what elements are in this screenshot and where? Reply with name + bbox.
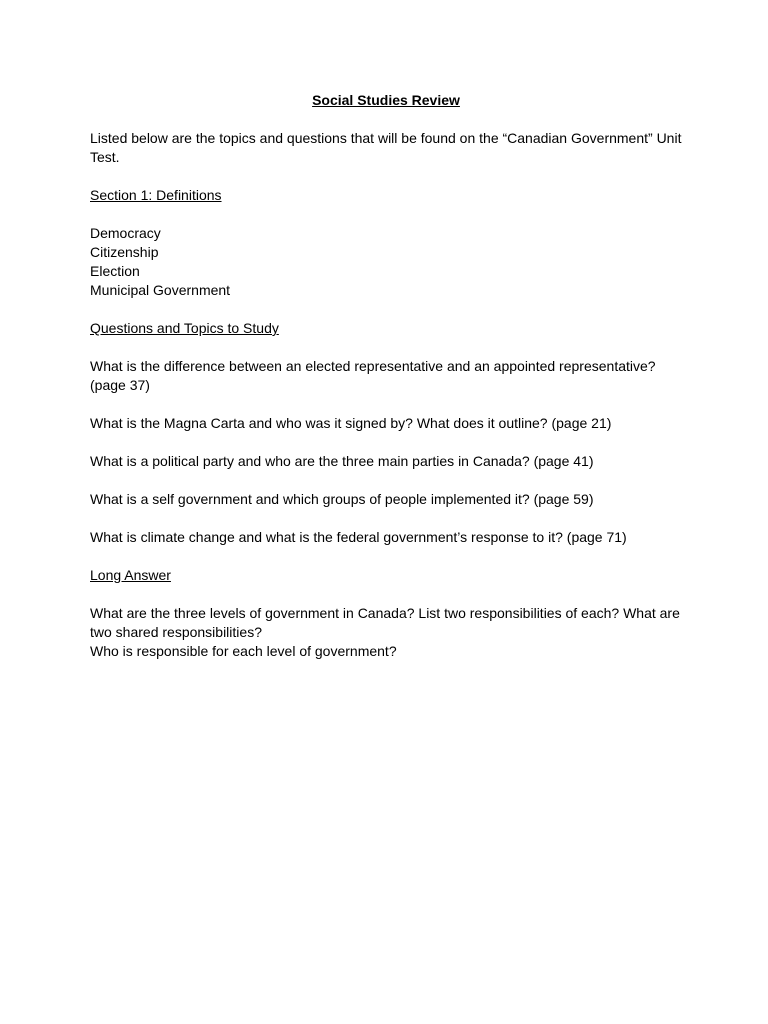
- list-item: Citizenship: [90, 244, 159, 260]
- list-item: Election: [90, 263, 140, 279]
- question-item: What is climate change and what is the federal government’s response to it? (page 71): [90, 529, 627, 545]
- section-heading-questions: Questions and Topics to Study: [90, 320, 279, 336]
- question-item: What is a political party and who are the three main parties in Canada? (page 41): [90, 453, 594, 469]
- long-answer-line: Who is responsible for each level of government?: [90, 643, 397, 659]
- question-item: What is the Magna Carta and who was it signed by? What does it outline? (page 21): [90, 415, 612, 431]
- long-answer-line: What are the three levels of government in Canada? List two responsibilities of each? What are two shared responsibilities?: [90, 605, 680, 640]
- list-item: Municipal Government: [90, 282, 231, 298]
- intro-paragraph: Listed below are the topics and questions that will be found on the “Canadian Government” Unit Test.: [90, 130, 682, 165]
- list-item: Democracy: [90, 225, 161, 241]
- section-heading-long-answer: Long Answer: [90, 567, 171, 583]
- question-item: What is the difference between an elected representative and an appointed representative? (page 37): [90, 358, 656, 393]
- definitions-list: [90, 224, 682, 300]
- long-answer-block: [90, 604, 682, 661]
- document-page: [90, 91, 682, 680]
- question-item: What is a self government and which groups of people implemented it? (page 59): [90, 491, 594, 507]
- section-heading-definitions: Section 1: Definitions: [90, 187, 222, 203]
- document-title: Social Studies Review: [312, 92, 460, 108]
